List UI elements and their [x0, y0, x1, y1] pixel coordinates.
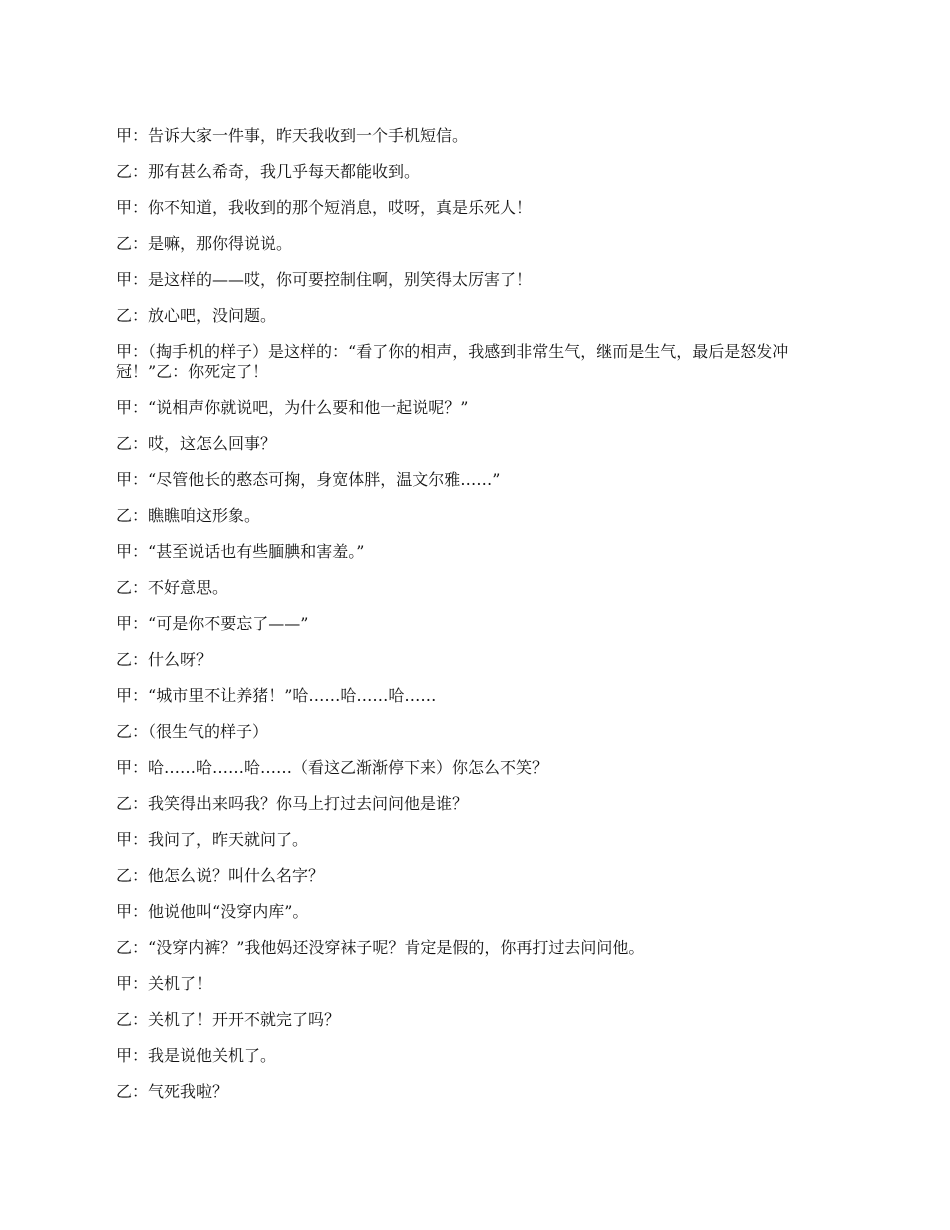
- speaker-label: 乙：: [116, 650, 149, 669]
- dialogue-line: [116, 650, 836, 670]
- speaker-label: 乙：: [116, 722, 149, 741]
- speaker-label: 乙：: [116, 1082, 149, 1101]
- speaker-label: 乙：: [116, 938, 149, 957]
- speaker-label: 甲：: [116, 1046, 149, 1065]
- speaker-label: 甲：: [116, 470, 149, 489]
- speaker-label: 乙：: [116, 866, 149, 885]
- speaker-label: 甲：: [116, 830, 149, 849]
- dialogue-line: [116, 578, 836, 598]
- line-text: 关机了！: [148, 974, 213, 993]
- dialogue-line: [116, 126, 836, 146]
- speaker-label: 甲：: [116, 542, 149, 561]
- speaker-label: 甲：: [116, 614, 149, 633]
- dialogue-line: [116, 1010, 836, 1030]
- line-text: 那有甚么希奇，我几乎每天都能收到。: [148, 162, 421, 181]
- speaker-label: 甲：: [116, 198, 149, 217]
- speaker-label: 甲：: [116, 342, 149, 361]
- line-text: 气死我啦？: [148, 1082, 229, 1101]
- line-text: 我笑得出来吗我？你马上打过去问问他是谁？: [148, 794, 469, 813]
- speaker-label: 乙：: [116, 162, 149, 181]
- line-text: “没穿内裤？”我他妈还没穿袜子呢？肯定是假的，你再打过去问问他。: [148, 938, 645, 957]
- dialogue-line: [116, 722, 836, 742]
- dialogue-line: [116, 542, 836, 562]
- line-text: 放心吧，没问题。: [148, 306, 277, 325]
- speaker-label: 甲：: [116, 902, 149, 921]
- dialogue-line: [116, 234, 836, 254]
- line-text: （掏手机的样子）是这样的：“看了你的相声，我感到非常生气，继而是生气，最后是怒发冲冠！”乙：你死定了！: [116, 342, 789, 381]
- line-text: 他怎么说？叫什么名字？: [148, 866, 325, 885]
- line-text: 他说他叫“没穿内库”。: [148, 902, 309, 921]
- line-text: “可是你不要忘了——”: [148, 614, 309, 633]
- dialogue-line: [116, 270, 836, 290]
- line-text: 告诉大家一件事，昨天我收到一个手机短信。: [148, 126, 469, 145]
- speaker-label: 乙：: [116, 1010, 149, 1029]
- line-text: “尽管他长的憨态可掬，身宽体胖，温文尔雅……”: [148, 470, 501, 489]
- dialogue-line: [116, 470, 836, 490]
- speaker-label: 乙：: [116, 506, 149, 525]
- line-text: 我是说他关机了。: [148, 1046, 277, 1065]
- dialogue-line: [116, 342, 836, 382]
- dialogue-body: [116, 126, 836, 1118]
- line-text: 什么呀？: [148, 650, 213, 669]
- line-text: 是这样的——哎，你可要控制住啊，别笑得太厉害了！: [148, 270, 533, 289]
- dialogue-line: [116, 1082, 836, 1102]
- dialogue-line: [116, 938, 836, 958]
- line-text: 是嘛，那你得说说。: [148, 234, 293, 253]
- line-text: 哎，这怎么回事？: [148, 434, 277, 453]
- dialogue-line: [116, 902, 836, 922]
- line-text: “说相声你就说吧，为什么要和他一起说呢？”: [148, 398, 469, 417]
- dialogue-line: [116, 614, 836, 634]
- dialogue-line: [116, 974, 836, 994]
- dialogue-line: [116, 1046, 836, 1066]
- line-text: “甚至说话也有些腼腆和害羞。”: [148, 542, 365, 561]
- line-text: 哈……哈……哈……（看这乙渐渐停下来）你怎么不笑？: [148, 758, 549, 777]
- dialogue-line: [116, 306, 836, 326]
- line-text: “城市里不让养猪！”哈……哈……哈……: [148, 686, 437, 705]
- speaker-label: 甲：: [116, 974, 149, 993]
- dialogue-line: [116, 794, 836, 814]
- line-text: 关机了！开开不就完了吗？: [148, 1010, 341, 1029]
- speaker-label: 乙：: [116, 234, 149, 253]
- line-text: （很生气的样子）: [148, 722, 269, 741]
- speaker-label: 乙：: [116, 578, 149, 597]
- dialogue-line: [116, 830, 836, 850]
- speaker-label: 乙：: [116, 794, 149, 813]
- speaker-label: 乙：: [116, 434, 149, 453]
- line-text: 你不知道，我收到的那个短消息，哎呀，真是乐死人！: [148, 198, 533, 217]
- line-text: 我问了，昨天就问了。: [148, 830, 309, 849]
- dialogue-line: [116, 686, 836, 706]
- dialogue-line: [116, 758, 836, 778]
- line-text: 不好意思。: [148, 578, 229, 597]
- speaker-label: 甲：: [116, 398, 149, 417]
- dialogue-line: [116, 866, 836, 886]
- speaker-label: 甲：: [116, 686, 149, 705]
- dialogue-line: [116, 434, 836, 454]
- speaker-label: 甲：: [116, 758, 149, 777]
- speaker-label: 甲：: [116, 270, 149, 289]
- speaker-label: 甲：: [116, 126, 149, 145]
- dialogue-line: [116, 506, 836, 526]
- dialogue-line: [116, 398, 836, 418]
- dialogue-line: [116, 198, 836, 218]
- dialogue-line: [116, 162, 836, 182]
- speaker-label: 乙：: [116, 306, 149, 325]
- line-text: 瞧瞧咱这形象。: [148, 506, 261, 525]
